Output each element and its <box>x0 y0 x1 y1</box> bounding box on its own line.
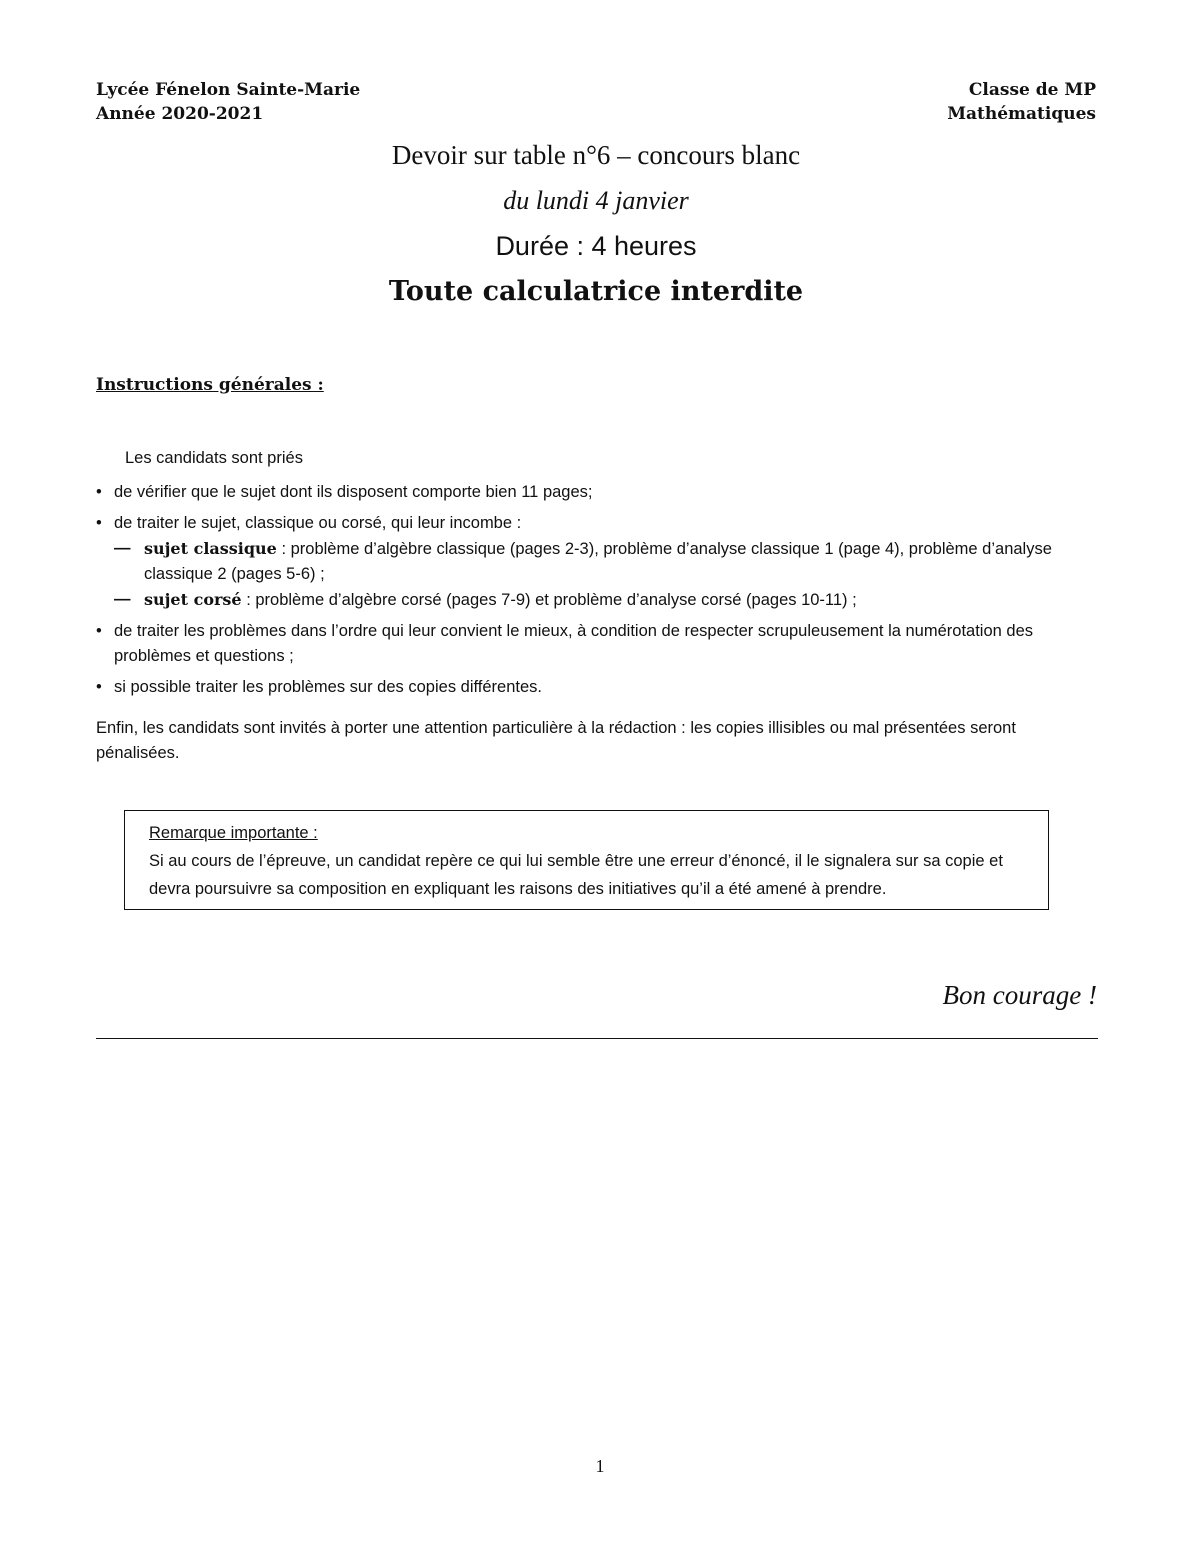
sublist-item <box>114 587 1098 613</box>
list-item-text: de vérifier que le sujet dont ils disposent comporte bien 11 pages; <box>114 483 593 501</box>
header-right <box>947 78 1096 126</box>
instructions-intro: Les candidats sont priés <box>125 449 303 467</box>
bullet-icon: • <box>96 678 102 696</box>
instructions-list <box>96 480 1098 706</box>
header-left <box>96 78 360 126</box>
subject-classic-label: sujet classique <box>144 539 277 558</box>
list-item-text: si possible traiter les problèmes sur des copies différentes. <box>114 678 542 696</box>
sublist-item <box>114 536 1098 587</box>
remark-title: Remarque importante : <box>149 824 318 842</box>
subject-options-list <box>114 536 1098 613</box>
dash-icon: — <box>114 590 131 608</box>
bullet-icon: • <box>96 483 102 501</box>
closing-paragraph: Enfin, les candidats sont invités à porter une attention particulière à la rédaction : les copies illisibles ou mal présentées seront pénalisées. <box>96 719 1016 762</box>
subject-hard-text: : problème d’algèbre corsé (pages 7-9) et problème d’analyse corsé (pages 10-11) ; <box>241 591 857 609</box>
exam-duration: Durée : 4 heures <box>495 231 697 261</box>
subject-classic-text: : problème d’algèbre classique (pages 2-3), problème d’analyse classique 1 (page 4), problème d’analyse classique 2 (pages 5-6) ; <box>144 540 1052 583</box>
exam-title: Devoir sur table n°6 – concours blanc <box>391 140 801 170</box>
school-year: Année 2020-2021 <box>96 104 264 124</box>
subject-hard-label: sujet corsé <box>144 590 242 609</box>
bullet-icon: • <box>96 514 102 532</box>
bullet-icon: • <box>96 622 102 640</box>
good-luck-text: Bon courage ! <box>942 980 1097 1010</box>
horizontal-rule <box>96 1038 1098 1039</box>
remark-box <box>124 810 1049 910</box>
dash-icon: — <box>114 539 131 557</box>
calculator-notice: Toute calculatrice interdite <box>388 276 804 307</box>
class-name: Classe de MP <box>968 80 1096 100</box>
list-item <box>96 675 1098 700</box>
instructions-heading: Instructions générales : <box>96 375 324 395</box>
remark-text: Si au cours de l’épreuve, un candidat repère ce qui lui semble être une erreur d’énoncé, il le signalera sur sa copie et devra poursuivre sa composition en expliquant les raisons des initiatives qu’il a été amené à prendre. <box>149 852 1003 898</box>
subject-name: Mathématiques <box>947 104 1096 124</box>
list-item-text: de traiter le sujet, classique ou corsé, qui leur incombe : <box>114 514 522 532</box>
page-number: 1 <box>595 1456 605 1476</box>
list-item <box>96 619 1098 669</box>
exam-date: du lundi 4 janvier <box>503 186 689 215</box>
school-name: Lycée Fénelon Sainte-Marie <box>96 80 361 100</box>
list-item <box>96 511 1098 613</box>
list-item <box>96 480 1098 505</box>
list-item-text: de traiter les problèmes dans l’ordre qui leur convient le mieux, à condition de respecter scrupuleusement la numérotation des problèmes et questions ; <box>114 622 1033 665</box>
